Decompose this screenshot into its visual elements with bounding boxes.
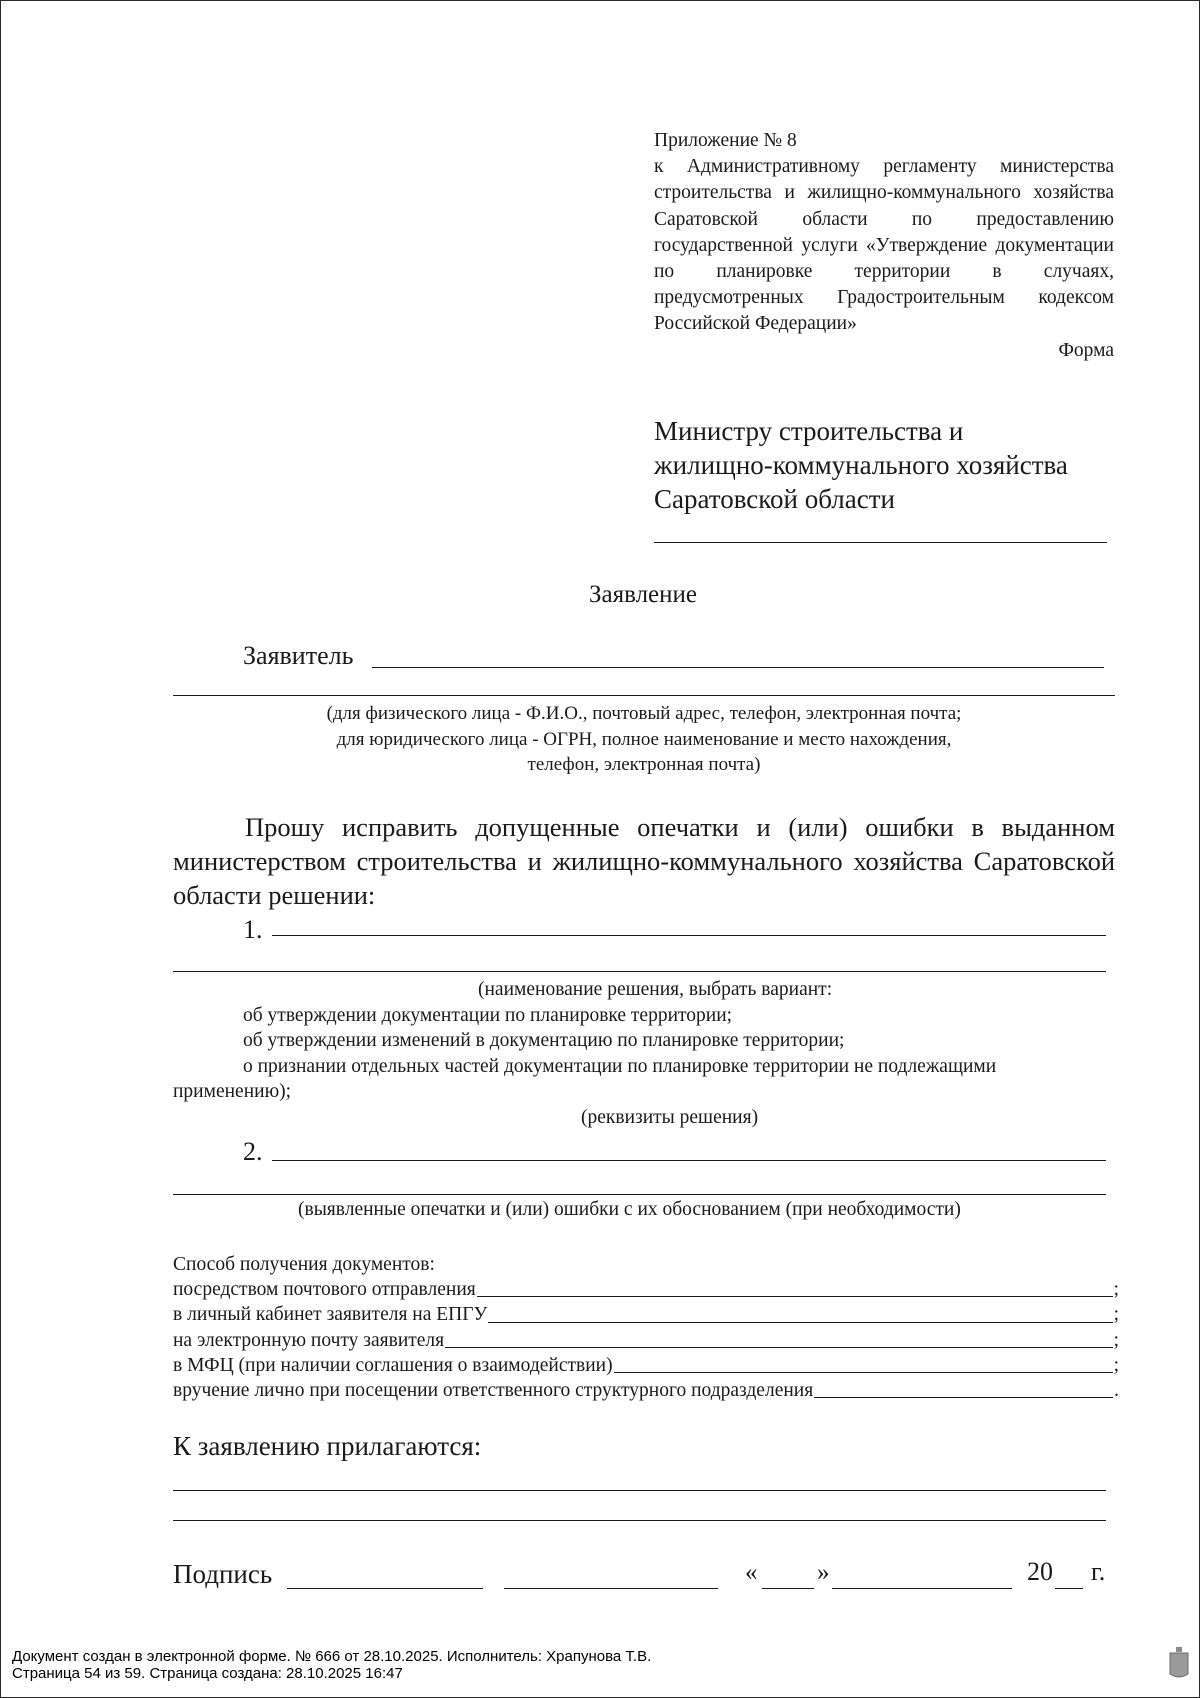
option-changes: об утверждении изменений в документацию по планировке территории; (243, 1030, 845, 1051)
receipt-method-field[interactable] (814, 1397, 1113, 1398)
signature-label: Подпись (173, 1559, 273, 1589)
item-1-options (173, 977, 1119, 1130)
receipt-method-email[interactable] (173, 1328, 1119, 1353)
receipt-method-end: ; (1113, 1329, 1119, 1351)
receipt-method-mfc[interactable] (173, 1353, 1119, 1378)
receipt-method-end: ; (1113, 1279, 1119, 1301)
receipt-method-mail[interactable] (173, 1277, 1119, 1302)
receipt-method-label: вручение лично при посещении ответственного структурного подразделения (173, 1380, 814, 1402)
coat-of-arms-icon (1168, 1646, 1190, 1680)
footer-line-2: Страница 54 из 59. Страница создана: 28.10.2025 16:47 (12, 1665, 403, 1682)
receipt-method-field[interactable] (614, 1372, 1113, 1373)
receipt-heading: Способ получения документов: (173, 1254, 435, 1275)
addressee-block (654, 414, 1124, 516)
attachments-field-line-2[interactable] (173, 1520, 1106, 1521)
applicant-hint-line-1: (для физического лица - Ф.И.О., почтовый адрес, телефон, электронная почта; (326, 703, 962, 724)
appendix-text: к Административному регламенту министерства строительства и жилищно-коммунального хозяйства Саратовской области по предоставлению государственной услуги «Утверждение документации по планировке территории в случаях, предусмотренных Градостроительным кодексом Российской Федерации» (654, 156, 1114, 335)
receipt-methods (173, 1252, 1119, 1403)
date-quote-close: » (817, 1559, 830, 1586)
item-2-number: 2. (243, 1137, 263, 1166)
form-label: Форма (1058, 339, 1114, 361)
option-not-applicable: о признании отдельных частей документации по планировке территории не подлежащими применению); (173, 1055, 997, 1102)
receipt-method-label: на электронную почту заявителя (173, 1329, 445, 1351)
addressee-signature-line[interactable] (654, 542, 1107, 543)
date-year-field[interactable] (1055, 1588, 1083, 1589)
addressee-line-3: Саратовской области (654, 484, 895, 514)
receipt-method-end: . (1114, 1380, 1119, 1402)
date-month-field[interactable] (832, 1588, 1012, 1589)
applicant-field-line-2[interactable] (173, 695, 1115, 696)
item-2-hint: (выявленные опечатки и (или) ошибки с их обоснованием (при необходимости) (298, 1199, 961, 1220)
receipt-method-field[interactable] (445, 1347, 1112, 1348)
applicant-hint (173, 701, 1115, 778)
item-1-field-line-1[interactable] (272, 935, 1106, 936)
option-approval: об утверждении документации по планировке территории; (243, 1004, 733, 1026)
receipt-method-label: посредством почтового отправления (173, 1279, 476, 1301)
item-2-field-line-2[interactable] (173, 1194, 1106, 1195)
receipt-method-end: ; (1113, 1354, 1119, 1376)
appendix-block (654, 128, 1114, 364)
item-1-number: 1. (243, 915, 263, 944)
applicant-hint-line-2: для юридического лица - ОГРН, полное наименование и место нахождения, (336, 728, 952, 750)
addressee-line-2: жилищно-коммунального хозяйства (654, 450, 1068, 480)
signature-field[interactable] (287, 1588, 483, 1589)
request-paragraph (173, 810, 1115, 912)
item-2-field-line-1[interactable] (272, 1160, 1106, 1161)
appendix-number: Приложение № 8 (654, 130, 797, 151)
date-year-suffix: г. (1091, 1557, 1106, 1586)
date-quote-open: « (745, 1559, 758, 1586)
receipt-method-end: ; (1113, 1304, 1119, 1326)
receipt-method-label: в личный кабинет заявителя на ЕПГУ (173, 1304, 488, 1326)
signature-name-field[interactable] (504, 1588, 718, 1589)
receipt-method-label: в МФЦ (при наличии соглашения о взаимодействии) (173, 1354, 613, 1376)
receipt-method-in-person[interactable] (173, 1378, 1119, 1403)
receipt-method-field[interactable] (477, 1296, 1113, 1297)
footer-line-1: Документ создан в электронной форме. № 666 от 28.10.2025. Исполнитель: Храпунова Т.В. (12, 1648, 652, 1665)
date-day-field[interactable] (762, 1588, 814, 1589)
addressee-line-1: Министру строительства и (654, 416, 964, 446)
document-title: Заявление (588, 581, 698, 608)
attachments-field-line-1[interactable] (173, 1490, 1106, 1491)
applicant-hint-line-3: телефон, электронная почта) (527, 754, 761, 775)
applicant-field-line-1[interactable] (372, 667, 1104, 668)
receipt-method-epgu[interactable] (173, 1302, 1119, 1327)
receipt-method-field[interactable] (488, 1322, 1112, 1323)
date-year-prefix: 20 (1027, 1557, 1053, 1586)
item-1-field-line-2[interactable] (173, 971, 1106, 972)
applicant-label: Заявитель (243, 641, 354, 670)
item-1-hint: (наименование решения, выбрать вариант: (478, 979, 833, 1000)
attachments-label: К заявлению прилагаются: (173, 1431, 482, 1461)
request-text: Прошу исправить допущенные опечатки и (или) ошибки в выданном министерством строительства и жилищно-коммунального хозяйства Саратовской области решении: (173, 812, 1115, 910)
requisites-hint: (реквизиты решения) (581, 1106, 759, 1128)
document-footer (12, 1648, 651, 1682)
